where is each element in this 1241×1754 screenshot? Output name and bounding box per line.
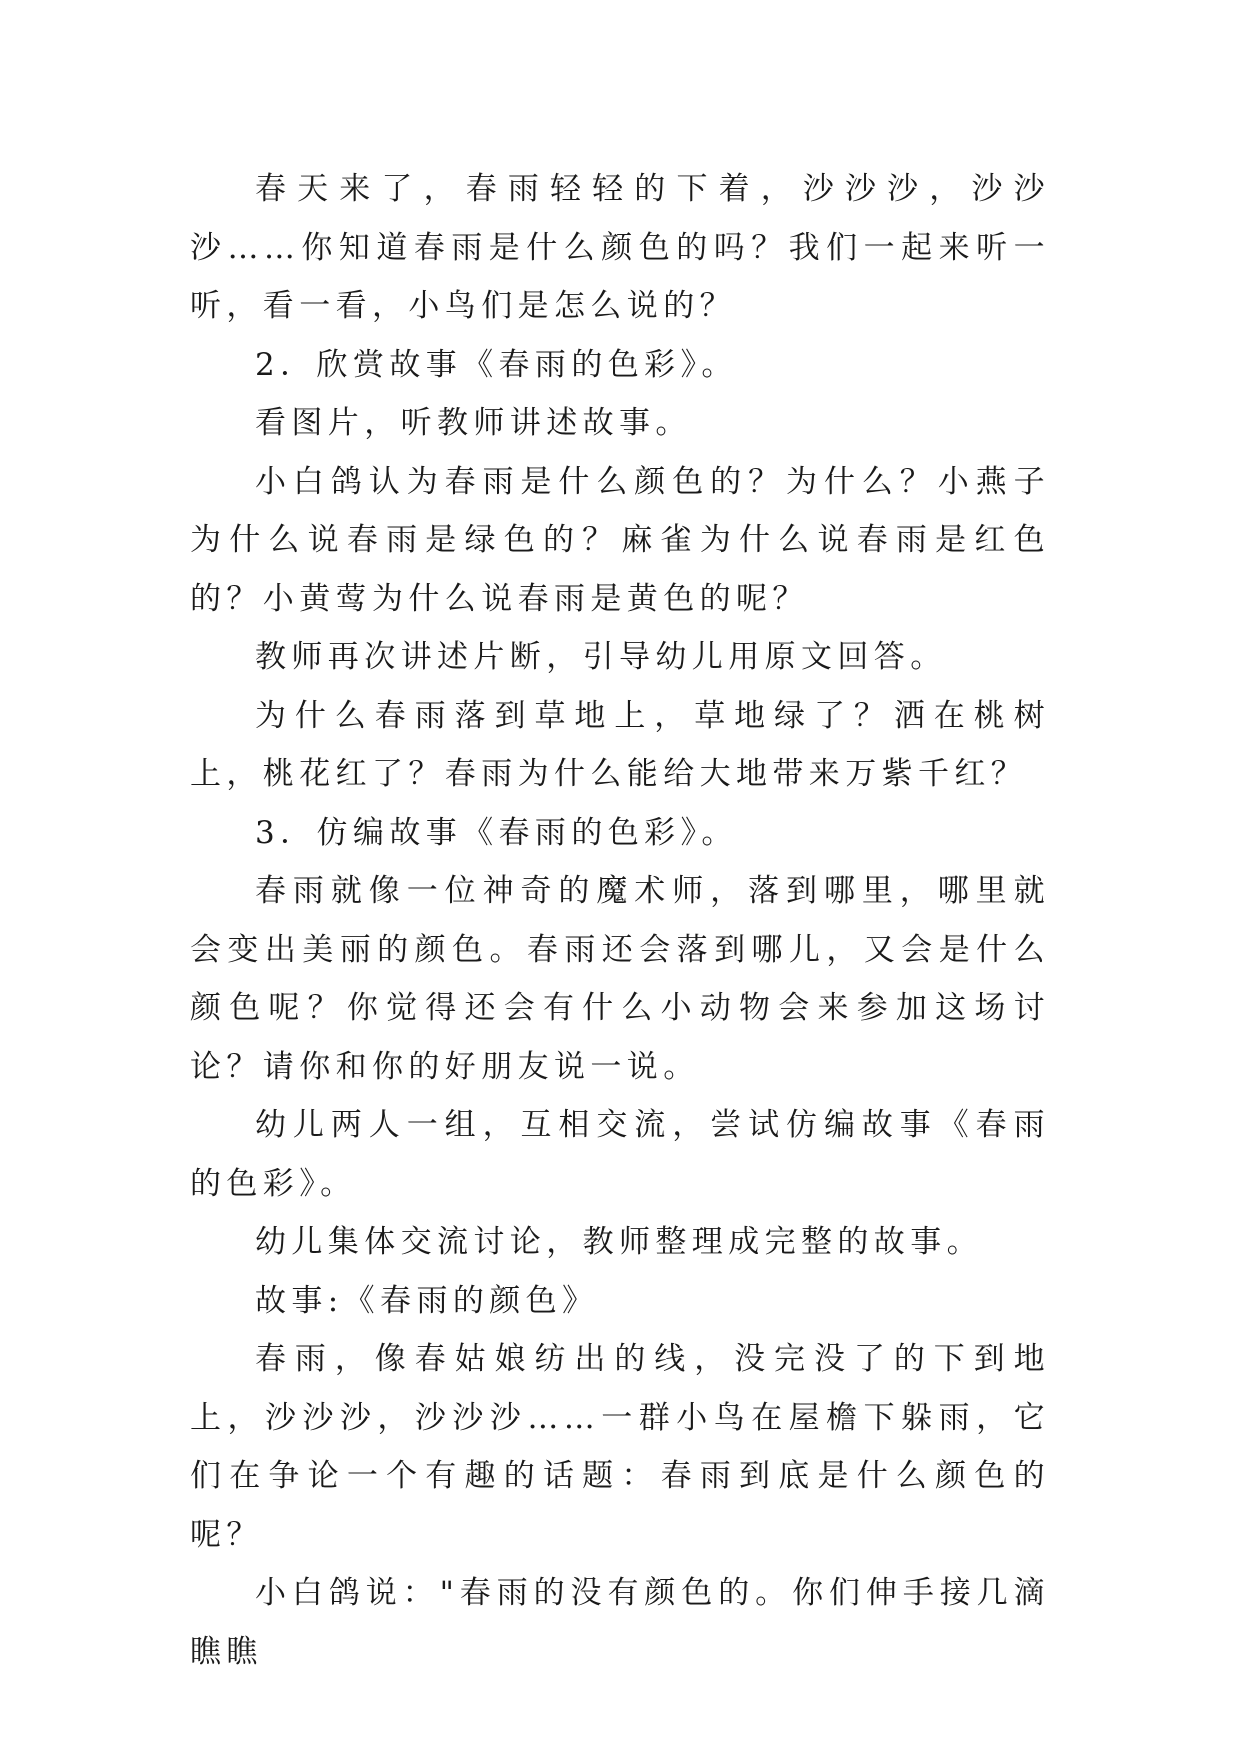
paragraph-step-2-heading: 2．欣赏故事《春雨的色彩》。	[255, 346, 738, 383]
paragraph-group-discussion: 幼儿集体交流讨论，教师整理成完整的故事。	[255, 1224, 983, 1260]
paragraph-story-title: 故事:《春雨的颜色》	[255, 1282, 599, 1319]
document-page	[190, 160, 1050, 1681]
paragraph-why-questions: 为什么春雨落到草地上，草地绿了？洒在桃树上，桃花红了？春雨为什么能给大地带来万紫千红？	[190, 697, 1050, 792]
paragraph-magician: 春雨就像一位神奇的魔术师，落到哪里，哪里就会变出美丽的颜色。春雨还会落到哪儿，又会是什么颜色呢？你觉得还会有什么小动物会来参加这场讨论？请你和你的好朋友说一说。	[190, 873, 1050, 1085]
paragraph-white-dove: 小白鸽说："春雨的没有颜色的。你们伸手接几滴瞧瞧	[190, 1575, 1050, 1670]
paragraph-questions: 小白鸽认为春雨是什么颜色的？为什么？小燕子为什么说春雨是绿色的？麻雀为什么说春雨是红色的？小黄莺为什么说春雨是黄色的呢？	[190, 463, 1050, 617]
paragraph-step-3-heading: 3．仿编故事《春雨的色彩》。	[255, 814, 738, 851]
paragraph-pair-work: 幼儿两人一组，互相交流，尝试仿编故事《春雨的色彩》。	[190, 1107, 1050, 1202]
paragraph-story-opening: 春雨，像春姑娘纺出的线，没完没了的下到地上，沙沙沙，沙沙沙……一群小鸟在屋檐下躲雨，它们在争论一个有趣的话题：春雨到底是什么颜色的呢？	[190, 1341, 1050, 1553]
paragraph-intro: 春天来了，春雨轻轻的下着，沙沙沙，沙沙沙……你知道春雨是什么颜色的吗？我们一起来听一听，看一看，小鸟们是怎么说的？	[190, 171, 1050, 324]
paragraph-retell: 教师再次讲述片断，引导幼儿用原文回答。	[255, 639, 947, 675]
paragraph-look-listen: 看图片，听教师讲述故事。	[255, 405, 692, 441]
